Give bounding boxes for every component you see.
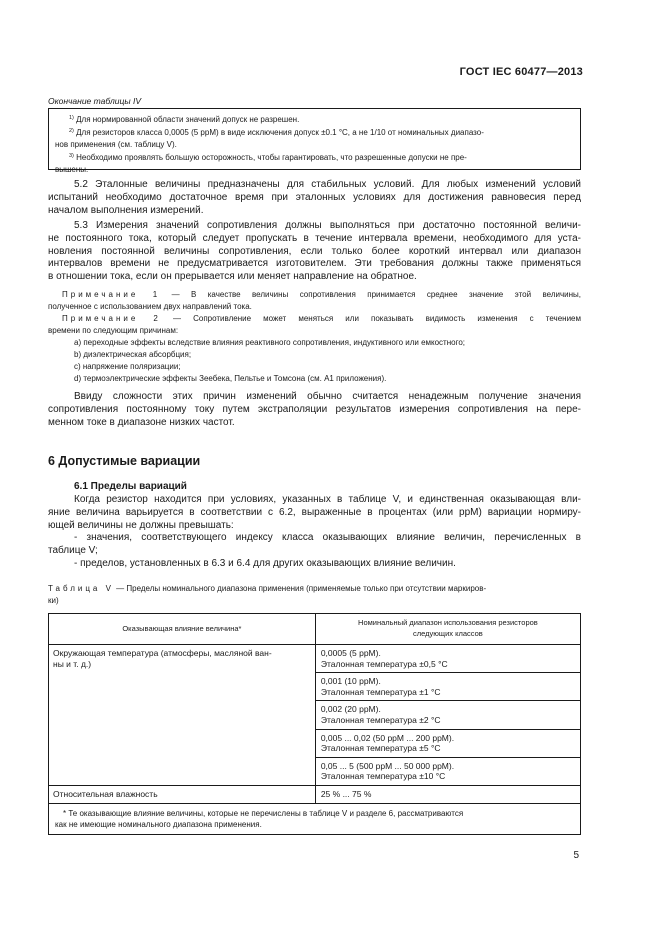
paragraph-5-3: 5.3 Измерения значений сопротивления должны выполняться при достаточно постоянной величи- не постоянного тока, который следует пропускать в течение интервала времени, необходимого для уста- новления постоянной величины сопротивления, если только более короткий интервал или диапазон интервалов времени не предусматривается изготовителем. Эти требования должны также применяться в отношении тока, если он прерывается или меняет направление на обратное. <box>48 220 581 283</box>
temp-range-cell: 0,0005 (5 ppM). Эталонная температура ±0,5 °С <box>315 645 580 673</box>
table-row <box>49 645 581 673</box>
table-v-caption: Таблица V — Пределы номинального диапазона применения (применяемые только при отсутствии маркиров- ки) <box>48 584 487 605</box>
temp-range-cell: 0,005 ... 0,02 (50 ppM ... 200 ppM). Эталонная температура ±5 °С <box>315 729 580 757</box>
note-2: Примечание 2 — Сопротивление может меняться или показывать видимость изменения с течением времени по следующим причинам: a) переходные эффекты вследствие влияния реактивного сопротивления, индуктивного или емкостного; b) диэлектрическая абсорбция; c) напряжение поляризации; d) термоэлектрические эффекты Зеебека, Пельтье и Томсона (см. А1 приложения). <box>48 314 581 383</box>
paragraph-5-2: 5.2 Эталонные величины предназначены для стабильных условий. Для любых изменений условий испытаний необходимо достаточное время при эталонных условиях для достижения равновесия перед началом выполнения измерений. <box>48 179 581 216</box>
note-2-item: c) напряжение поляризации; <box>74 362 181 371</box>
col-header-range: Номинальный диапазон использования резисторов следующих классов <box>315 614 580 645</box>
humidity-label: Относительная влажность <box>49 785 316 803</box>
temp-range-cell: 0,002 (20 ppM). Эталонная температура ±2 °С <box>315 701 580 729</box>
note-2-item: a) переходные эффекты вследствие влияния реактивного сопротивления, индуктивного или емкостного; <box>74 338 465 347</box>
footnote-3-cont: вышены. <box>55 165 89 175</box>
footnote-2-cont: нов применения (см. таблицу V). <box>55 140 177 150</box>
table-row <box>49 785 581 803</box>
section-6-heading: 6 Допустимые вариации <box>48 454 201 468</box>
footnote-2: $^{2)}$ Для резисторов класса 0,0005 (5 ppM) в виде исключения допуск ±0.1 °С, а не 1/10 от номинальных диапазо- <box>69 127 484 137</box>
table-footnote-row <box>49 803 581 834</box>
document-header: ГОСТ IEC 60477—2013 <box>459 66 583 78</box>
section-6-1-heading: 6.1 Пределы вариаций <box>74 481 187 492</box>
table-continuation-label: Окончание таблицы IV <box>48 96 141 106</box>
table-footnotes-box <box>48 108 581 175</box>
humidity-value: 25 % ... 75 % <box>315 785 580 803</box>
paragraph-6-1: Когда резистор находится при условиях, указанных в таблице V, и единственная оказывающая вли- яние величина варьируется в соответствии с 6.2, выраженные в процентах (или ppM) вариации нормиру- ющей величины не должны превышать: - значения, соответствующего индексу класса оказывающих влияние величин, перечисленных в таблице V; - пределов, установленных в 6.3 и 6.4 для других оказывающих влияние величин. <box>48 494 581 569</box>
footnote-1: $^{1)}$ Для нормированной области значений допуск не разрешен. <box>69 115 300 124</box>
note-1: Примечание 1 — В качестве величины сопротивления принимается среднее значение этой величины, полученное с использованием двух направлений тока. <box>48 290 581 311</box>
paragraph-complexity: Ввиду сложности этих причин изменений обычно считается ненадежным получение значения сопротивления постоянному току путем экстраполяции результатов измерения сопротивления на пере- менном токе в диапазоне низких частот. <box>48 391 581 428</box>
table-header-row <box>49 614 581 645</box>
temperature-label: Окружающая температура (атмосферы, масляной ван- ны и т. д.) <box>49 645 316 786</box>
temp-range-cell: 0,05 ... 5 (500 ppM ... 50 000 ppM). Эталонная температура ±10 °С <box>315 757 580 785</box>
note-2-item: b) диэлектрическая абсорбция; <box>74 350 192 359</box>
temp-range-cell: 0,001 (10 ppM). Эталонная температура ±1 °С <box>315 673 580 701</box>
page-number: 5 <box>573 850 579 861</box>
note-2-item: d) термоэлектрические эффекты Зеебека, Пельтье и Томсона (см. А1 приложения). <box>74 374 387 383</box>
footnote-3: $^{3)}$ Необходимо проявлять большую осторожность, чтобы гарантировать, что разрешенные допуски не пре- <box>69 152 467 162</box>
col-header-quantity: Оказывающая влияние величина* <box>49 614 316 645</box>
table-footnote: * Те оказывающие влияние величины, которые не перечислены в таблице V и разделе 6, рассматриваются как не имеющие номинального диапазона применения. <box>49 803 581 834</box>
table-v <box>48 613 581 835</box>
